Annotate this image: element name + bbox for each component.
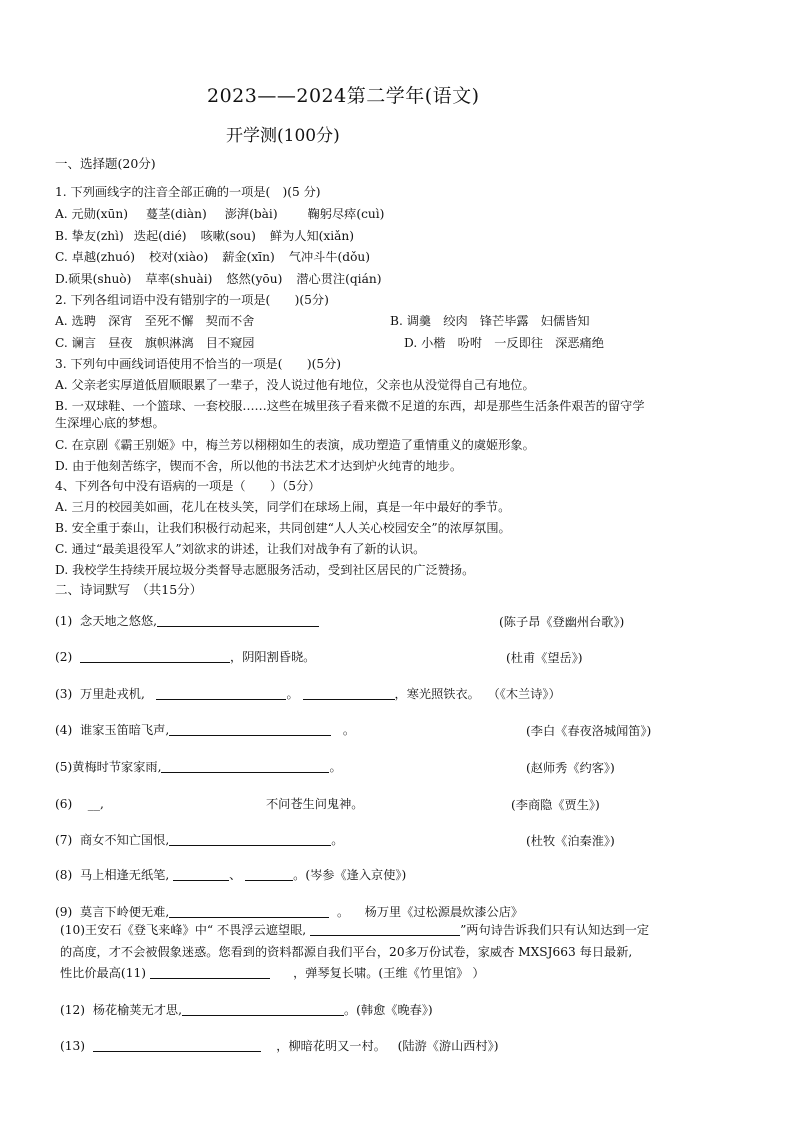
q3-option-c: C. 在京剧《霸王别姬》中，梅兰芳以栩栩如生的表演，成功塑造了重情重义的虞姬形象。 xyxy=(55,438,535,452)
poem-1: (1) 念天地之悠悠, xyxy=(55,613,319,629)
q3-option-b-line1: B. 一双球鞋、一个篮球、一套校服……这些在城里孩子看来微不足道的东西，却是那些生活条件艰苦的留守学 xyxy=(55,399,645,413)
q3-option-b-line2: 生深埋心底的梦想。 xyxy=(55,416,165,430)
poem-5-source: (赵师秀《约客》) xyxy=(526,761,615,775)
poem-12: (12) 杨花榆荚无才思, 。(韩愈《晚春》) xyxy=(60,1003,433,1017)
poem-13: (13) ，柳暗花明又一村。 (陆游《游山西村》) xyxy=(60,1039,499,1053)
answer-blank[interactable] xyxy=(80,649,230,663)
q4-stem: 4、下列各句中没有语病的一项是（ ）（5分） xyxy=(55,479,321,493)
poem-8: (8) 马上相逢无纸笔, 、 。(岑参《逢入京使》) xyxy=(55,868,407,882)
poem-9: (9) 莫言下岭便无难, 。 杨万里《过松源晨炊漆公店》 xyxy=(55,905,524,919)
q2-option-b: B. 调羹 绞肉 锋芒毕露 妇儒皆知 xyxy=(390,314,590,328)
answer-blank[interactable] xyxy=(173,867,229,881)
poem-1-source: (陈子昂《登幽州台歌》) xyxy=(499,615,625,629)
section-1-heading: 一、选择题(20分) xyxy=(55,156,156,171)
answer-blank[interactable] xyxy=(93,1038,261,1052)
answer-blank[interactable] xyxy=(156,686,286,700)
q1-option-a: A. 元勋(xūn) 蔓茎(diàn) 澎湃(bài) 鞠躬尽瘁(cuì) xyxy=(55,207,385,221)
q2-option-d: D. 小楷 吩咐 一反即往 深恶痛绝 xyxy=(404,336,604,350)
answer-blank[interactable] xyxy=(182,1002,344,1016)
q3-option-a: A. 父亲老实厚道低眉顺眼累了一辈子，没人说过他有地位，父亲也从没觉得自己有地位。 xyxy=(55,378,535,392)
q4-option-c: C. 通过“最美退役军人”刘欲求的讲述，让我们对战争有了新的认识。 xyxy=(55,542,426,556)
poem-6-line-end: 不问苍生问鬼神。 xyxy=(266,797,364,811)
poem-5: (5)黄梅时节家家雨, 。 xyxy=(55,760,342,774)
answer-blank[interactable] xyxy=(169,904,329,918)
q1-stem: 1. 下列画线字的注音全部正确的一项是( )(5 分) xyxy=(55,185,321,199)
poem-6-source: (李商隐《贾生》) xyxy=(511,798,600,812)
answer-blank[interactable] xyxy=(169,832,331,846)
q4-option-b: B. 安全重于泰山，让我们积极行动起来，共同创建“人人关心校园安全”的浓厚氛围。 xyxy=(55,521,511,535)
answer-blank[interactable] xyxy=(310,922,460,936)
answer-blank[interactable] xyxy=(150,965,270,979)
poem-4-source: (李白《春夜洛城闻笛》) xyxy=(526,724,652,738)
q4-option-a: A. 三月的校园美如画，花儿在枝头笑，同学们在球场上闹，真是一年中最好的季节。 xyxy=(55,500,511,514)
poem-10-line1: (10)王安石《登飞来峰》中“ 不畏浮云遮望眼, ”两句诗告诉我们只有认知达到一定 xyxy=(60,923,650,937)
poem-7: (7) 商女不知亡国恨, 。 xyxy=(55,833,344,847)
answer-blank[interactable] xyxy=(303,686,395,700)
exam-title: 2023——2024第二学年(语文) xyxy=(207,85,480,107)
answer-blank[interactable] xyxy=(161,759,329,773)
q1-option-c: C. 卓越(zhuó) 校对(xiào) 薪金(xīn) 气冲斗牛(dǒu) xyxy=(55,250,371,264)
q2-option-c: C. 谰言 昼夜 旗帜淋漓 目不窥园 xyxy=(55,336,255,350)
poem-2: (2) ，阴阳割昏晓。 xyxy=(55,650,316,664)
poem-4: (4) 谁家玉笛暗飞声, 。 xyxy=(55,723,356,737)
q4-option-d: D. 我校学生持续开展垃圾分类督导志愿服务活动，受到社区居民的广泛赞扬。 xyxy=(55,563,475,577)
q3-stem: 3. 下列句中画线词语使用不恰当的一项是( )(5分) xyxy=(55,357,342,371)
q1-option-d: D.硕果(shuò) 草率(shuài) 悠然(yōu) 潜心贯注(qián) xyxy=(55,272,382,286)
exam-subtitle: 开学测(100分) xyxy=(226,126,340,146)
answer-blank[interactable] xyxy=(157,613,319,627)
answer-blank[interactable] xyxy=(169,722,331,736)
q2-option-a: A. 选聘 深宵 至死不懈 契而不舍 xyxy=(55,314,255,328)
q2-stem: 2. 下列各组词语中没有错别字的一项是( )(5分) xyxy=(55,293,329,307)
q3-option-d: D. 由于他刻苦练字，锲而不舍，所以他的书法艺术才达到炉火纯青的地步。 xyxy=(55,459,463,473)
poem-2-source: (杜甫《望岳》) xyxy=(506,651,583,665)
poem-10-line2: 的高度，才不会被假象迷惑。您看到的资料都源自我们平台，20多万份试卷，家威杏 MXSJ663 每日最新, xyxy=(60,945,633,959)
q1-option-b: B. 挚友(zhì) 迭起(dié) 咳嗽(sou) 鲜为人知(xiǎn) xyxy=(55,229,355,243)
poem-6: (6) __, xyxy=(55,797,104,811)
poem-7-source: (杜牧《泊秦淮》) xyxy=(526,834,615,848)
section-2-heading: 二、诗词默写 （共15分） xyxy=(55,582,203,597)
poem-3: (3) 万里赴戎机, 。 ，寒光照铁衣。 （《木兰诗》） xyxy=(55,687,561,701)
answer-blank[interactable] xyxy=(245,867,293,881)
poem-11: 性比价最高(11) ，弹琴复长啸。(王维《竹里馆》 ） xyxy=(60,966,485,980)
